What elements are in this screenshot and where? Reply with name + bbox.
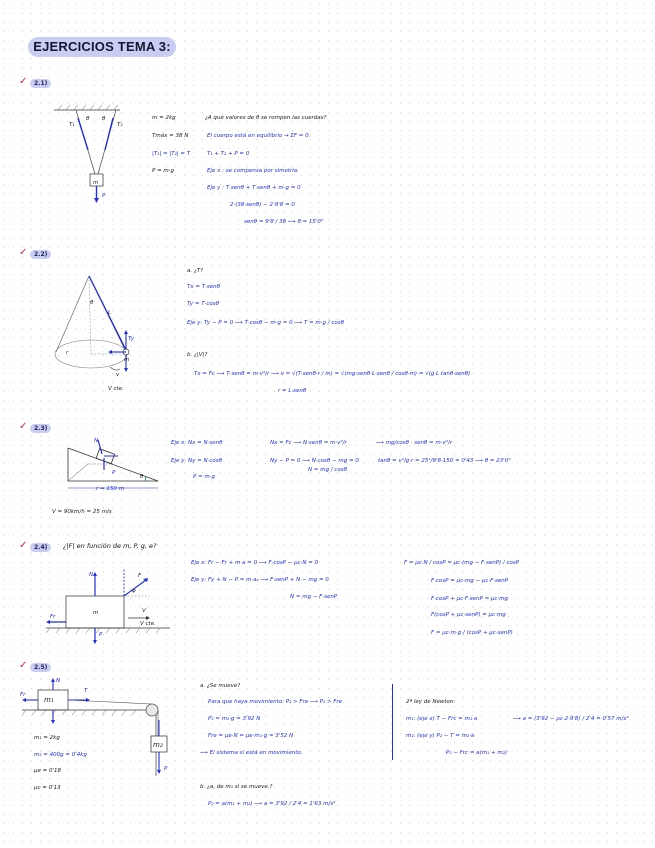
solution-line: Tx = T·senθ xyxy=(187,284,220,290)
solution-line: 2·(38·senθ) − 2·9'8 = 0 xyxy=(230,202,295,208)
t1-label: T₁ xyxy=(69,122,75,128)
base-label: r = 150 m xyxy=(96,486,124,492)
diagram-2-2 xyxy=(44,272,174,387)
exercise-number: 2.2) xyxy=(30,250,51,259)
friction-label: Fr xyxy=(20,692,26,698)
conclusion-line: ⟶ El sistema sí está en movimiento. xyxy=(200,750,303,756)
mass-label: m xyxy=(124,357,130,363)
exercise-number: 2.3) xyxy=(30,424,51,433)
given-data: Tmáx = 38 N xyxy=(152,133,189,139)
ty-label: Ty xyxy=(128,336,135,342)
checkmark-icon: ✓ xyxy=(19,421,28,432)
solution-line: m₁: (eje x) T − Frc = m₁·a xyxy=(406,716,478,722)
given-data: P = m·g xyxy=(152,168,175,174)
solution-line: Eje y : T·senθ + T·senθ + m·g = 0 xyxy=(207,185,301,191)
exercise-number: 2.4) xyxy=(30,543,51,552)
solution-line: El cuerpo está en equilibrio → ΣF = 0. xyxy=(207,133,311,139)
weight-label: P xyxy=(112,470,116,476)
friction-label: Fr xyxy=(50,614,56,620)
checkmark-icon: ✓ xyxy=(19,247,28,258)
constant-velocity-label: V cte. xyxy=(140,621,156,627)
constant-velocity-label: V cte. xyxy=(108,386,124,392)
solution-line: ⟶ mg/cosθ · senθ = m·v²/r xyxy=(376,440,453,446)
solution-line: ⟶ a = (3'92 − μc·2·9'8) / 2'4 = 0'57 m/s² xyxy=(513,716,629,722)
velocity-label: V xyxy=(142,608,146,614)
mass-2-label: m₂ xyxy=(153,741,163,749)
solution-line: P = m·g xyxy=(193,474,216,480)
solution-line: T₁ + T₂ + P = 0 xyxy=(207,151,250,157)
t2-label: T₂ xyxy=(117,122,123,128)
solution-line: Eje y: Ty − P = 0 ⟶ T·cosθ − m·g = 0 ⟶ T = m·g / cosθ xyxy=(187,320,344,326)
solution-line: Eje x : se compensa por simetría. xyxy=(207,168,299,174)
solution-line: m₂: (eje y) P₂ − T = m₂·a xyxy=(406,733,475,739)
solution-line: N = mg − F·senP xyxy=(290,594,338,600)
part-b-label: b. ¿a, de m₁ si se mueve.? xyxy=(200,784,273,790)
normal-label: N xyxy=(89,572,94,578)
solution-line: Tx = Fc ⟶ T·senθ = m·v²/r ⟶ v = √(T·senθ·r / m) = √(mg·senθ·L·senθ / cosθ·m) = √(g·L·tanθ·senθ) xyxy=(194,371,471,377)
normal-label: N xyxy=(94,438,99,444)
solution-line: F·cosP + μc·F·senP = μc·mg xyxy=(431,596,509,602)
given-data: μe = 0'18 xyxy=(34,768,61,774)
angle-label: φ xyxy=(132,588,136,594)
given-data: m₂ = 400g = 0'4kg xyxy=(34,752,87,758)
weight-label: P xyxy=(102,193,106,199)
solution-line: tanθ = v²/g·r = 25²/9'8·150 = 0'43 ⟶ θ = 23'0° xyxy=(378,458,511,464)
page-title: EJERCICIOS TEMA 3: xyxy=(28,37,176,57)
mass-label: m xyxy=(93,610,99,616)
solution-line: P₂ − Frc = a(m₁ + m₂) xyxy=(446,750,508,756)
solution-line: Fre = μe·N = μe·m₁·g = 3'52 N xyxy=(208,733,294,739)
theta-label: θ xyxy=(102,116,106,122)
force-label: F xyxy=(138,573,142,579)
given-data: μc = 0'13 xyxy=(34,785,61,791)
part-b-label: b. ¿|V|? xyxy=(187,352,208,358)
solution-line: F = μc·m·g / (cosP + μc·senP) xyxy=(431,630,513,636)
mass-label: m xyxy=(93,180,99,186)
solution-line: P₂ = m₂·g = 3'92 N xyxy=(208,716,261,722)
exercise-number: 2.5) xyxy=(30,663,51,672)
mass-1-label: m₁ xyxy=(44,696,54,704)
column-divider xyxy=(392,684,393,760)
solution-line: Para que haya movimiento: P₂ > Fre ⟶ P₂ > Fre xyxy=(208,699,343,705)
solution-line: Nx = Fc ⟶ N·senθ = m·v²/r xyxy=(270,440,347,446)
solution-line: Eje y: Fy + N − P = m·aᵧ ⟶ F·senP + N − mg = 0 xyxy=(191,577,329,583)
weight-label: P xyxy=(164,766,168,772)
checkmark-icon: ✓ xyxy=(19,540,28,551)
diagram-2-1 xyxy=(50,102,140,202)
checkmark-icon: ✓ xyxy=(19,660,28,671)
tension-label: T xyxy=(84,688,88,694)
given-data: m₁ = 2kg xyxy=(34,735,60,741)
newton-law-label: 2ª ley de Newton: xyxy=(406,699,456,705)
solution-line: Eje x: Fr − Fr + m·a = 0 ⟶ F·cosP − μc·N = 0 xyxy=(191,560,319,566)
theta-label: θ xyxy=(90,300,94,306)
velocity-label: v xyxy=(116,372,120,378)
solution-line: r = L·senθ xyxy=(278,388,307,394)
part-a-label: a. ¿Se mueve? xyxy=(200,683,241,689)
radius-label: r xyxy=(66,350,69,356)
solution-line: Eje y: Ny = N·cosθ xyxy=(171,458,222,464)
exercise-number: 2.1) xyxy=(30,79,51,88)
solution-line: Ty = T·cosθ xyxy=(187,301,219,307)
given-data: m = 2kg xyxy=(152,115,176,121)
weight-label: P xyxy=(99,632,103,638)
solution-line: Eje x: Nx = N·senθ xyxy=(171,440,223,446)
given-data: |T₁| = |T₂| = T xyxy=(152,151,191,157)
solution-line: F·cosP = μc·mg − μc·F·senP xyxy=(431,578,509,584)
solution-line: F(cosP + μc·senP) = μc·mg xyxy=(431,612,506,618)
solution-line: N = mg / cosθ xyxy=(308,467,348,473)
length-label: L xyxy=(108,310,112,316)
solution-line: P₂ = a(m₁ + m₂) ⟶ a = 3'92 / 2'4 = 1'63 m/s² xyxy=(208,801,336,807)
solution-line: F = μc·N / cosP = μc·(mg − F·senP) / cosP xyxy=(404,560,520,566)
diagram-2-4 xyxy=(42,560,172,645)
checkmark-icon: ✓ xyxy=(19,76,28,87)
question-text: ¿A qué valores de θ se rompen las cuerdas? xyxy=(205,115,327,121)
normal-label: N xyxy=(56,678,61,684)
velocity-data: V = 90km/h = 25 m/s xyxy=(52,509,112,515)
solution-line: senθ = 9'8 / 38 ⟶ θ = 15'0° xyxy=(244,219,324,225)
solution-line: Ny − P = 0 ⟶ N·cosθ − mg = 0 xyxy=(270,458,359,464)
diagram-2-5 xyxy=(18,676,168,781)
question-text: ¿|F| en función de m, P, g, e? xyxy=(63,542,157,550)
part-a-label: a. ¿T? xyxy=(187,268,204,274)
theta-label: θ xyxy=(86,116,90,122)
theta-label: θ xyxy=(140,474,144,480)
